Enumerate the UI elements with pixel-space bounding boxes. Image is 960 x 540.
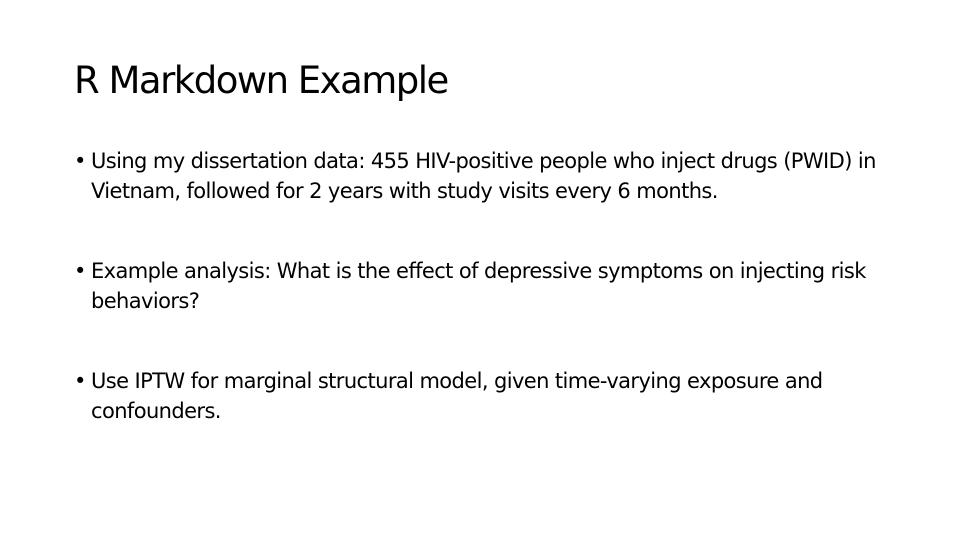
bullet-list <box>74 146 894 476</box>
bullet-text: Example analysis: What is the effect of depressive symptoms on injecting risk behaviors? <box>91 259 866 313</box>
bullet-marker: • <box>74 259 86 283</box>
bullet-text: Use IPTW for marginal structural model, given time-varying exposure and confounders. <box>91 369 823 423</box>
bullet-marker: • <box>74 369 86 393</box>
bullet-item-method <box>74 366 894 426</box>
bullet-item-dataset <box>74 146 894 206</box>
slide-title: R Markdown Example <box>74 59 448 102</box>
bullet-marker: • <box>74 149 86 173</box>
bullet-item-analysis <box>74 256 894 316</box>
bullet-text: Using my dissertation data: 455 HIV-positive people who inject drugs (PWID) in Vietnam, followed for 2 years with study visits every 6 months. <box>91 149 876 203</box>
